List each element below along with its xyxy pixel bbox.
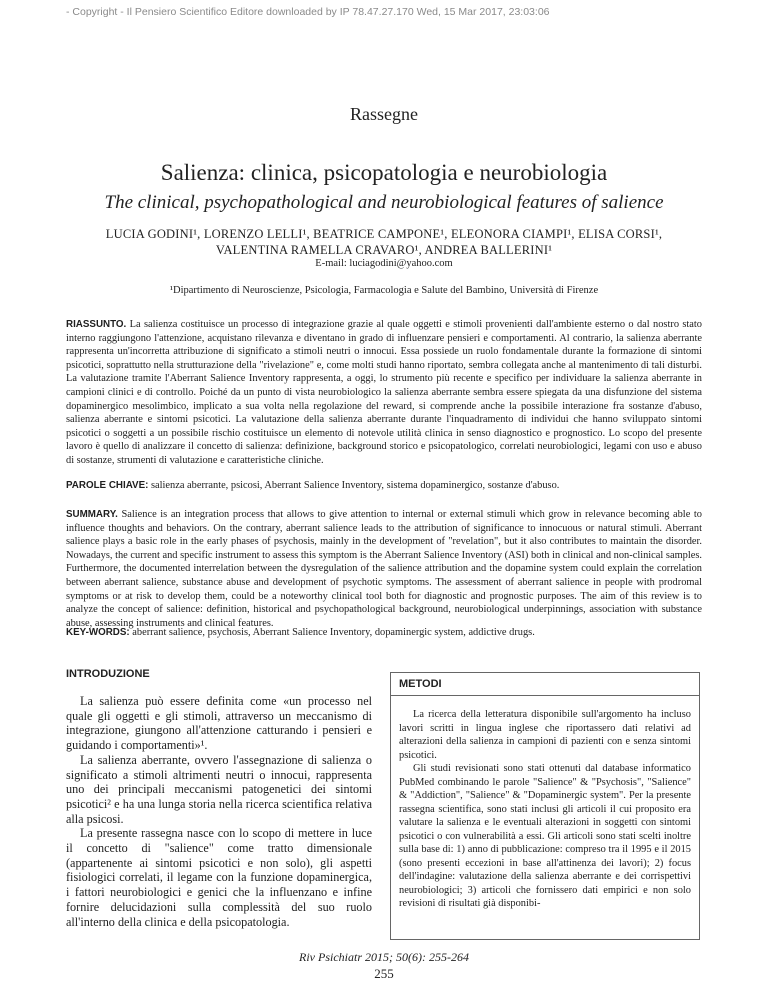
- introduzione-column: [66, 668, 372, 929]
- parole-chiave-text: salienza aberrante, psicosi, Aberrant Salience Inventory, sistema dopaminergico, sostanze d'abuso.: [150, 480, 560, 491]
- article-subtitle: The clinical, psychopathological and neurobiological features of salience: [104, 192, 664, 213]
- parole-chiave-heading: PAROLE CHIAVE:: [66, 480, 149, 491]
- summary: [66, 508, 702, 630]
- authors-line-1: LUCIA GODINI¹, LORENZO LELLI¹, BEATRICE CAMPONE¹, ELEONORA CIAMPI¹, ELISA CORSI¹,: [105, 227, 663, 241]
- summary-heading: SUMMARY.: [66, 509, 118, 520]
- key-words-text: aberrant salience, psychosis, Aberrant Salience Inventory, dopaminergic system, addictive drugs.: [132, 627, 535, 638]
- page-number: 255: [374, 966, 394, 981]
- author-list: [50, 226, 718, 258]
- riassunto-heading: RIASSUNTO.: [66, 319, 127, 330]
- metodi-paragraph: La ricerca della letteratura disponibile sull'argomento ha incluso lavori scritti in lingua inglese che riportassero dati relativi ad alterazioni della salienza in campioni di pazienti con e senza sintomi psicotici.: [399, 709, 691, 761]
- introduzione-paragraph: La salienza può essere definita come «un processo nel quale gli oggetti e gli stimoli, attraverso un meccanismo di integrazione, giungono all'attenzione catturando i pensieri e guidando i comportamenti»¹.: [66, 694, 372, 753]
- section-label: Rassegne: [350, 104, 418, 124]
- riassunto-text: La salienza costituisce un processo di integrazione grazie al quale oggetti e stimoli provenienti dall'ambiente esterno o dal nostro stato interno raggiungono l'attenzione, acquistano rilevanza e diventano in grado di influenzare pensieri e comportamenti. Al contrario, la salienza aberrante rappresenta un'incorretta attribuzione di significato a stimoli neutri o innocui. Essa possiede un ruolo fondamentale durante la formazione di sintomi psicotici, soprattutto nella strutturazione della "rivelazione" e, come molti studi hanno riportato, sembra collegata anche al mantenimento di tali disturbi. La valutazione tramite l'Aberrant Salience Inventory rappresenta, a oggi, lo strumento più recente e specifico per individuare la salienza aberrante in campioni clinici e di controllo. Poiché da un punto di vista neurobiologico la salienza aberrante sembra essere spiegata da una disfunzione del sistema dopaminergico mesolimbico, implicato a sua volta nella regolazione del reward, si comprende anche la possibile interazione fra sostanze d'abuso, salienza aberrante e sintomi psicotici. La valutazione della salienza aberrante durante l'inquadramento di individui che hanno sviluppato sintomi psicotici o soggetti a un possibile rischio costituisce un elemento di notevole utilità clinica in senso diagnostico e prognostico. Lo scopo del presente lavoro è quello di analizzare il concetto di salienza: definizione, background storico e psicopatologico, correlati neurobiologici, legami con uso e abuso di sostanze, strumenti di valutazione e caratteristiche cliniche.: [66, 319, 702, 466]
- introduzione-paragraph: La salienza aberrante, ovvero l'assegnazione di salienza o significato a stimoli altrimenti neutri o innocui, rappresenta uno dei principali meccanismi patogenetici dei sintomi psicotici² e ha una lunga storia nella ricerca scientifica relativa alla psicosi.: [66, 752, 372, 826]
- affiliation: ¹Dipartimento di Neuroscienze, Psicologia, Farmacologia e Salute del Bambino, Università di Firenze: [169, 285, 599, 296]
- copyright-notice: - Copyright - Il Pensiero Scientifico Editore downloaded by IP 78.47.27.170 Wed, 15 Mar 2017, 23:03:06: [66, 6, 550, 18]
- introduzione-heading: INTRODUZIONE: [66, 668, 150, 680]
- introduzione-body: [66, 694, 372, 929]
- metodi-body: [391, 696, 699, 911]
- article-title: Salienza: clinica, psicopatologia e neurobiologia: [160, 160, 608, 185]
- authors-line-2: VALENTINA RAMELLA CRAVARO¹, ANDREA BALLERINI¹: [215, 243, 553, 257]
- parole-chiave: [66, 479, 702, 493]
- journal-citation: Riv Psichiatr 2015; 50(6): 255-264: [299, 950, 469, 964]
- riassunto: [66, 318, 702, 468]
- metodi-paragraph: Gli studi revisionati sono stati ottenuti dal database informatico PubMed combinando le parole "Salience" & "Psychosis", "Salience" & "Addiction", "Salience" & "Dopaminergic system". Per la presente rassegna scientifica, sono stati inclusi gli articoli il cui proposito era valutare la salienza e le eventuali alterazioni in soggetti con sintomi psicotici o con vulnerabilità a essi. Gli articoli sono stati scelti inoltre sulla base di: 1) anno di pubblicazione: compreso tra il 1995 e il 2015 (sono presenti eccezioni in base all'attinenza dei lavori); 2) focus dell'indagine: valutazione della salienza aberrante e dei corrispettivi neurobiologici; 3) articoli che fornissero dati empirici e non solo revisioni di risultati già disponibi-: [399, 763, 691, 909]
- key-words: [66, 626, 702, 640]
- metodi-heading: METODI: [391, 673, 699, 696]
- introduzione-paragraph: La presente rassegna nasce con lo scopo di mettere in luce il concetto di "salience" come tratto dimensionale (appartenente ai sintomi psicotici e non solo), gli aspetti fisiologici correlati, il legame con la funzione dopaminergica, i fattori neurobiologici e genici che la influenzano e infine fornire delucidazioni sulla complessità del suo ruolo all'interno della clinica e della psicopatologia.: [66, 826, 372, 929]
- key-words-heading: KEY-WORDS:: [66, 627, 130, 638]
- metodi-box: [390, 672, 700, 940]
- summary-text: Salience is an integration process that allows to give attention to internal or external stimuli which grow in relevance becoming able to influence thoughts and behaviors. On the contrary, aberrant salience leads to the attribution of significance to innocuous or natural stimuli. Aberrant salience plays a basic role in the early phases of psychosis, mainly in the development of "revelation", but it also contributes to maintain the disorder. Nowadays, the current and specific instrument to assess this symptom is the Aberrant Salience Inventory (ASI) both in clinical and non-clinical samples. Furthermore, the documented interrelation between the dysregulation of the salience attribution and the dopamine system could explain the correlation between aberrant salience, substance abuse and development of psychotic symptoms. The assessment of aberrant salience in people with prodromal symptoms or at risk to develop them, could be a noteworthy clinical tool both for diagnostic and prognostic purposes. The aim of this review is to analyze the concept of salience: definition, historical and psychopathological background, neurobiological underpinnings, association with substance abuse, assessing instruments and clinical features.: [66, 509, 702, 629]
- contact-email: E-mail: luciagodini@yahoo.com: [315, 258, 453, 269]
